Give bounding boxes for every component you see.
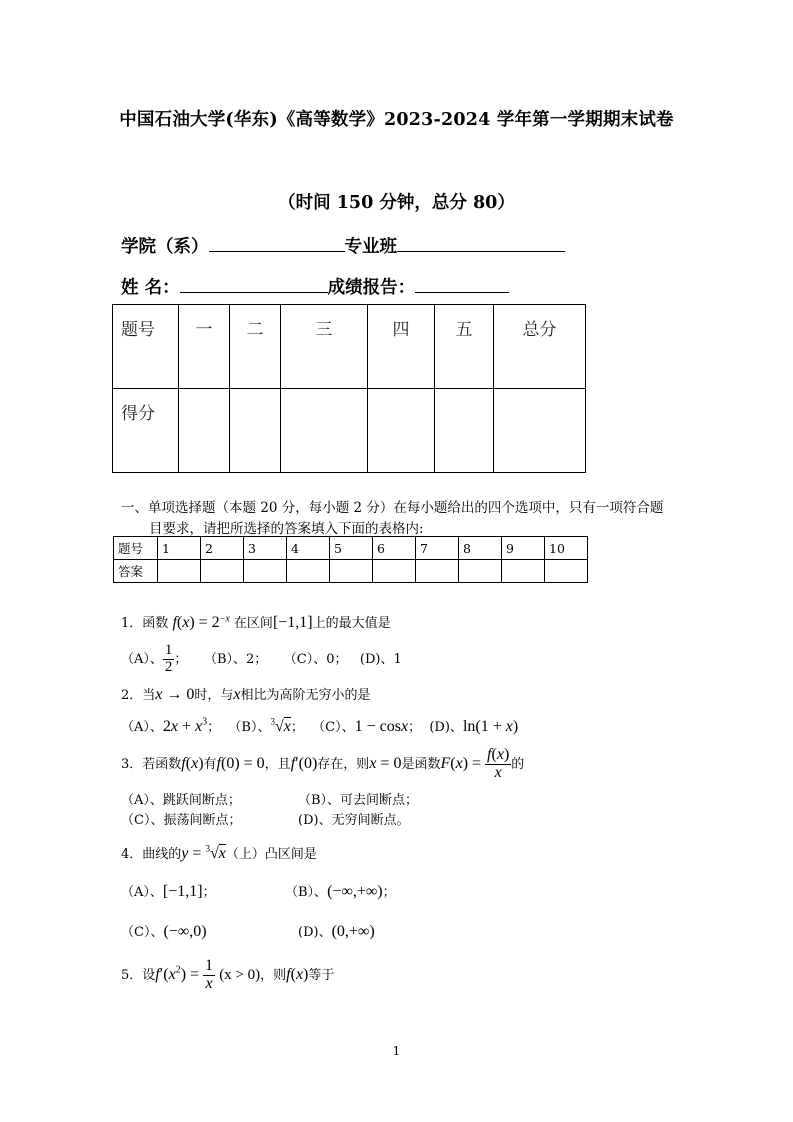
answer-cell[interactable] xyxy=(201,560,244,583)
answer-cell[interactable] xyxy=(502,560,545,583)
answer-cell[interactable] xyxy=(287,560,330,583)
score-header-cell: 四 xyxy=(368,305,435,389)
question-2: 2．当x → 0时，与x相比为高阶无穷小的是 xyxy=(121,686,371,703)
question-4 xyxy=(121,843,317,863)
answer-cell[interactable] xyxy=(244,560,287,583)
question-1-options: （A）、 $\frac{1}{2}$ ； （B）、2； （C）、0； (D)、1 xyxy=(121,642,402,675)
math-expression: $f'(x^2)$ = xyxy=(155,964,204,983)
college-label: 学院（系） xyxy=(121,237,209,257)
question-number: 5． xyxy=(121,967,143,983)
option-c[interactable]: （C）、0； xyxy=(283,651,348,667)
score-cell[interactable] xyxy=(230,389,281,473)
answer-number: 4 xyxy=(287,537,330,560)
question-text: 设 xyxy=(142,967,156,983)
option-a[interactable]: （A）、 xyxy=(121,720,163,735)
answer-cell[interactable] xyxy=(416,560,459,583)
major-label: 专业班 xyxy=(344,237,397,257)
score-header-cell: 二 xyxy=(230,305,281,389)
question-2-options: （A）、$2x + x^3$； （B）、$^3$√x； （C）、1 − cosx； (D)、ln(1 + x) xyxy=(121,716,519,735)
exam-subtitle: （时间 150 分钟，总分 80） xyxy=(278,193,515,213)
college-field xyxy=(121,233,565,258)
section1-line1: 一、单项选择题（本题 20 分，每小题 2 分）在每小题给出的四个选项中，只有一项符合题 xyxy=(121,500,664,516)
option-a[interactable]: （A）、 xyxy=(121,651,163,667)
score-cell[interactable] xyxy=(494,389,586,473)
score-cell[interactable] xyxy=(368,389,435,473)
answer-number: 10 xyxy=(545,537,588,560)
score-cell[interactable] xyxy=(435,389,494,473)
math-expression: x xyxy=(155,686,163,703)
answer-table xyxy=(113,536,588,583)
question-text: 在区间 xyxy=(233,616,273,631)
answer-number: 1 xyxy=(158,537,201,560)
option-c[interactable]: （C）、振荡间断点； xyxy=(121,813,242,828)
exam-title: 中国石油大学(华东)《高等数学》2023-2024 学年第一学期期末试卷 xyxy=(119,110,674,130)
answer-number: 7 xyxy=(416,537,459,560)
question-text: 若函数 xyxy=(142,756,182,772)
question-text: 曲线的 xyxy=(142,847,182,862)
answer-cell[interactable] xyxy=(330,560,373,583)
question-text: 函数 xyxy=(142,616,169,631)
cube-root: $^3$√x xyxy=(270,716,291,735)
question-number: 2． xyxy=(121,688,143,703)
answer-cell[interactable] xyxy=(545,560,588,583)
answer-number: 8 xyxy=(459,537,502,560)
score-cell[interactable] xyxy=(281,389,368,473)
name-label: 姓 名： xyxy=(121,278,180,298)
question-number: 4． xyxy=(121,847,143,862)
major-blank[interactable] xyxy=(397,234,565,252)
answer-cell[interactable] xyxy=(459,560,502,583)
answer-number: 2 xyxy=(201,537,244,560)
score-header-cell: 一 xyxy=(179,305,230,389)
option-c[interactable]: （C）、(−∞,0) xyxy=(121,923,207,940)
fraction: $\frac{1}{x}$ xyxy=(205,957,214,992)
question-5: 5．设$f'(x^2)$ = $\frac{1}{x}$ (x > 0)，则f(x)等于 xyxy=(121,957,335,992)
fraction: $\frac{1}{2}$ xyxy=(164,642,173,675)
question-text: 当 xyxy=(142,688,156,703)
option-b[interactable]: （B）、2； xyxy=(203,651,268,667)
answer-cell[interactable] xyxy=(158,560,201,583)
option-b[interactable]: （B）、(−∞,+∞)； xyxy=(285,883,396,900)
page-number: 1 xyxy=(392,1044,401,1058)
question-number: 1． xyxy=(121,616,143,631)
option-d[interactable]: (D)、无穷间断点。 xyxy=(298,813,410,828)
score-row-label: 得分 xyxy=(113,389,179,473)
math-expression: y = $^3$√x xyxy=(181,843,226,862)
option-a[interactable]: （A）、跳跃间断点； xyxy=(121,793,241,808)
score-header-cell: 三 xyxy=(281,305,368,389)
college-blank[interactable] xyxy=(209,234,345,252)
fraction: $\frac{f(x)}{x}$ xyxy=(487,746,510,781)
question-text: 时，与 xyxy=(194,688,234,703)
question-text: 相比为高阶无穷小的是 xyxy=(240,688,371,703)
math-expression: f xyxy=(172,614,177,631)
answer-number: 9 xyxy=(502,537,545,560)
report-blank[interactable] xyxy=(415,275,509,293)
option-d[interactable]: (D)、1 xyxy=(359,651,402,667)
option-c[interactable]: （C）、 xyxy=(312,720,355,735)
answer-row-label: 题号 xyxy=(114,537,158,560)
question-3: 3．若函数f(x)有f(0) = 0，且f′(0)存在，则x = 0是函数F(x) = $\frac{f(x)}{x}$ 的 xyxy=(121,746,525,781)
option-a[interactable]: （A）、[−1,1]； xyxy=(121,883,216,900)
math-expression: [−1,1] xyxy=(272,614,313,631)
question-text: （上）凸区间是 xyxy=(225,847,317,862)
answer-number: 3 xyxy=(244,537,287,560)
question-1: 1．函数 $f(x) = 2^{-x}$ 在区间[−1,1]上的最大值是 xyxy=(121,613,391,631)
question-text: 上的最大值是 xyxy=(312,616,391,631)
option-d[interactable]: (D)、 xyxy=(429,720,463,735)
option-b[interactable]: （B）、 xyxy=(228,720,271,735)
score-header-cell: 总分 xyxy=(494,305,586,389)
report-label: 成绩报告： xyxy=(327,278,416,298)
answer-row-label: 答案 xyxy=(114,560,158,583)
option-d[interactable]: (D)、(0,+∞) xyxy=(298,923,375,940)
option-b[interactable]: （B）、可去间断点； xyxy=(298,793,419,808)
question-number: 3． xyxy=(121,756,143,772)
name-field xyxy=(121,274,509,299)
condition: (x > 0) xyxy=(219,966,261,983)
answer-cell[interactable] xyxy=(373,560,416,583)
score-header-cell: 题号 xyxy=(113,305,179,389)
answer-number: 5 xyxy=(330,537,373,560)
score-table xyxy=(112,304,586,473)
section1-line2: 目要求，请把所选择的答案填入下面的表格内: xyxy=(149,521,424,537)
score-cell[interactable] xyxy=(179,389,230,473)
score-header-cell: 五 xyxy=(435,305,494,389)
name-blank[interactable] xyxy=(180,275,328,293)
answer-number: 6 xyxy=(373,537,416,560)
